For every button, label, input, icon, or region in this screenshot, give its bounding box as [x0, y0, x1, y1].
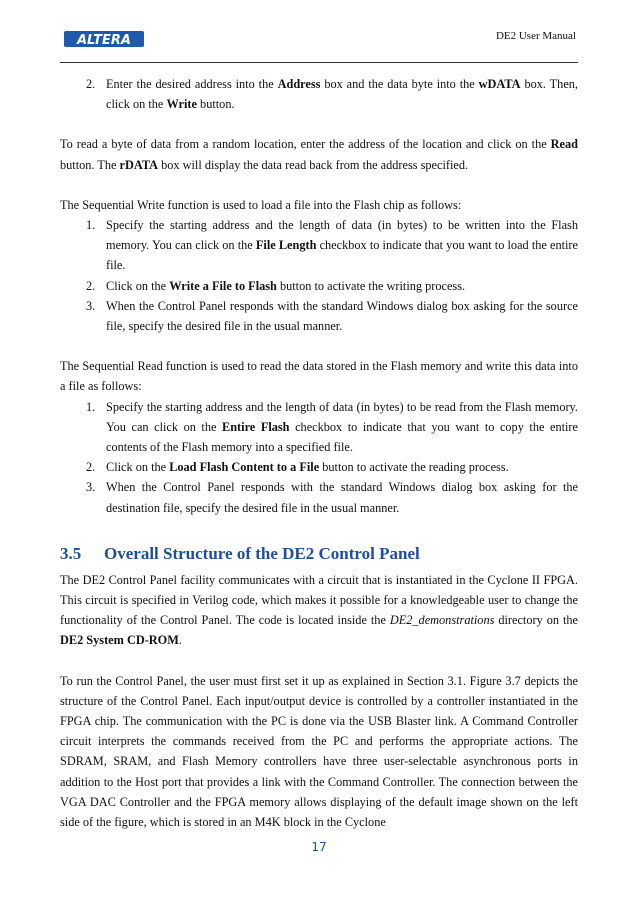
paragraph-structure	[60, 570, 578, 651]
text-run: Specify the starting address and the length of data (in bytes) to be written into the Flash memory. You can click on the	[106, 218, 578, 253]
bold-term: File Length	[255, 238, 317, 253]
text-run: checkbox to indicate that you want to copy the entire contents of the Flash memory into a specified file.	[106, 419, 578, 455]
list-item	[60, 215, 578, 276]
logo-text: ALTERA	[76, 33, 132, 48]
paragraph-sequential-write: The Sequential Write function is used to load a file into the Flash chip as follows:	[60, 197, 462, 212]
text-run: Click on the	[106, 278, 170, 293]
bold-term: DE2 System CD-ROM	[60, 633, 179, 648]
list-number: 2.	[86, 460, 96, 475]
bold-term: Address	[277, 77, 321, 91]
list-number: 2.	[86, 278, 96, 293]
section-title: Overall Structure of the DE2 Control Panel	[104, 543, 420, 563]
document-title: DE2 User Manual	[495, 30, 576, 42]
list-number: 2.	[86, 77, 96, 91]
list-number: 1.	[86, 399, 96, 414]
text-run: checkbox to indicate that you want to load the entire file.	[106, 238, 578, 273]
paragraph-read	[60, 134, 578, 174]
text-run: .	[178, 633, 182, 648]
list-number: 1.	[86, 218, 96, 233]
italic-term: DE2_demonstrations	[389, 613, 495, 628]
text-run: box and the data byte into the	[320, 77, 479, 91]
altera-logo	[62, 28, 146, 50]
text-run: button to activate the writing process.	[276, 278, 466, 293]
bold-term: Write a File to Flash	[169, 278, 277, 293]
list-item	[60, 276, 578, 296]
list-item	[60, 477, 578, 517]
paragraph-sequential-read: The Sequential Read function is used to read the data stored in the Flash memory and write this data into a file as follows:	[60, 359, 578, 394]
text-run: The DE2 Control Panel facility communicates with a circuit that is instantiated in the Cyclone II FPGA. This circuit is specified in Verilog code, which makes it possible for a knowledgeable user to change the functionality of the Control Panel. The code is located inside the	[60, 572, 578, 628]
text-run: button.	[196, 97, 235, 112]
page-header	[0, 0, 638, 70]
text-run: When the Control Panel responds with the standard Windows dialog box asking for the source file, specify the desired file in the usual manner.	[106, 298, 578, 334]
bold-term: rDATA	[119, 157, 159, 172]
bold-term: Write	[166, 97, 197, 112]
text-run: When the Control Panel responds with the standard Windows dialog box asking for the destination file, specify the desired file in the usual manner.	[106, 480, 578, 515]
address-steps-list	[60, 74, 578, 114]
sequential-read-list	[60, 397, 578, 518]
list-item	[60, 457, 578, 477]
list-item	[60, 296, 578, 336]
bold-term: Read	[550, 137, 578, 152]
text-run: directory on the	[494, 613, 578, 628]
bold-term: wDATA	[478, 77, 521, 91]
page-number: 17	[311, 840, 327, 854]
text-run: Click on the	[106, 460, 170, 475]
bold-term: Entire Flash	[222, 419, 290, 434]
list-number: 3.	[86, 298, 96, 313]
bold-term: Load Flash Content to a File	[169, 460, 320, 475]
text-run: box will display the data read back from the address specified.	[158, 157, 469, 172]
text-run: button to activate the reading process.	[319, 460, 509, 475]
text-run: button. The	[60, 157, 120, 172]
text-run: box. Then, click on the	[106, 77, 578, 112]
paragraph-run: To run the Control Panel, the user must first set it up as explained in Section 3.1. Figure 3.7 depicts the structure of the Control Panel. Each input/output device is controlled by a controller instantiated in the FPGA chip. The communication with the PC is done via the USB Blaster link. A Command Controller circuit interprets the commands received from the PC and performs the appropriate actions. The SDRAM, SRAM, and Flash Memory controllers have three user-selectable asynchronous ports in addition to the Host port that provides a link with the Command Controller. The connection between the VGA DAC Controller and the FPGA memory allows displaying of the default image shown on the left side of the figure, which is stored in an M4K block in the Cyclone	[60, 673, 578, 830]
list-item	[60, 397, 578, 458]
list-item	[60, 74, 578, 114]
text-run: Enter the desired address into the	[106, 77, 278, 91]
page-content	[60, 74, 578, 832]
section-number: 3.5	[60, 543, 82, 563]
text-run: To read a byte of data from a random location, enter the address of the location and click on the	[60, 137, 551, 152]
list-number: 3.	[86, 480, 96, 495]
section-heading	[60, 542, 578, 566]
sequential-write-list	[60, 215, 578, 336]
header-rule	[60, 62, 578, 63]
text-run: Specify the starting address and the length of data (in bytes) to be read from the Flash memory. You can click on the	[106, 399, 578, 434]
